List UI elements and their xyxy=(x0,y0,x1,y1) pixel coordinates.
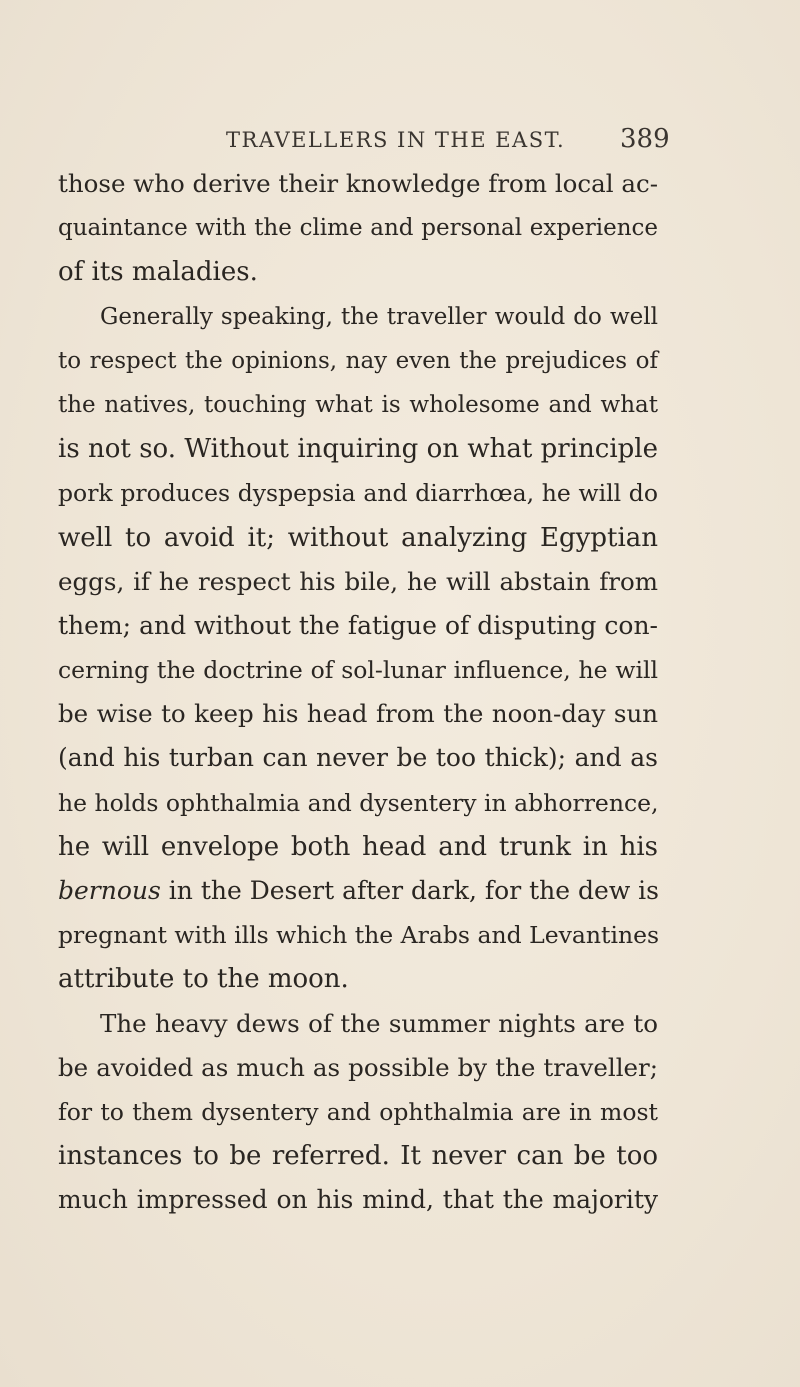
body-text xyxy=(58,162,658,1223)
text-line: of its maladies. xyxy=(58,257,258,288)
text-line: the natives, touching what is wholesome and what xyxy=(58,391,658,418)
italic-word-bernous: bernous xyxy=(58,876,161,905)
text-line: pregnant with ills which the Arabs and Levantines xyxy=(58,921,660,950)
running-head-title: TRAVELLERS IN THE EAST. xyxy=(226,128,566,152)
text-line: is not so. Without inquiring on what principle xyxy=(58,434,658,465)
text-line: he holds ophthalmia and dysentery in abhorrence, xyxy=(58,788,659,817)
text-line: he will envelope both head and trunk in his xyxy=(58,831,658,862)
text-line: instances to be referred. It never can be too xyxy=(58,1141,658,1172)
text-line: (and his turban can never be too thick); and as xyxy=(58,743,658,773)
text-line: cerning the doctrine of sol-lunar influence, he will xyxy=(58,656,658,685)
page-number: 389 xyxy=(620,124,670,154)
line-rest: in the Desert after dark, for the dew is xyxy=(160,876,659,905)
text-line: attribute to the moon. xyxy=(58,964,349,995)
text-line: for to them dysentery and ophthalmia are in most xyxy=(58,1097,658,1126)
text-line: pork produces dyspepsia and diarrhœa, he will do xyxy=(58,479,658,508)
text-line: them; and without the fatigue of disputing con- xyxy=(58,610,658,640)
text-line: eggs, if he respect his bile, he will abstain from xyxy=(58,566,658,596)
text-line: be avoided as much as possible by the traveller; xyxy=(58,1052,658,1082)
paragraph-first-line: Generally speaking, the traveller would do well xyxy=(100,303,658,330)
text-line: to respect the opinions, nay even the prejudices of xyxy=(58,347,658,374)
text-line: well to avoid it; without analyzing Egyptian xyxy=(58,522,658,553)
text-line: those who derive their knowledge from local ac- xyxy=(58,169,658,198)
paragraph-first-line: The heavy dews of the summer nights are to xyxy=(100,1008,658,1038)
text-line-italic-start xyxy=(58,869,658,913)
text-line: be wise to keep his head from the noon-day sun xyxy=(58,699,658,729)
text-line: quaintance with the clime and personal experience xyxy=(58,215,658,242)
text-line: much impressed on his mind, that the majority xyxy=(58,1185,658,1215)
